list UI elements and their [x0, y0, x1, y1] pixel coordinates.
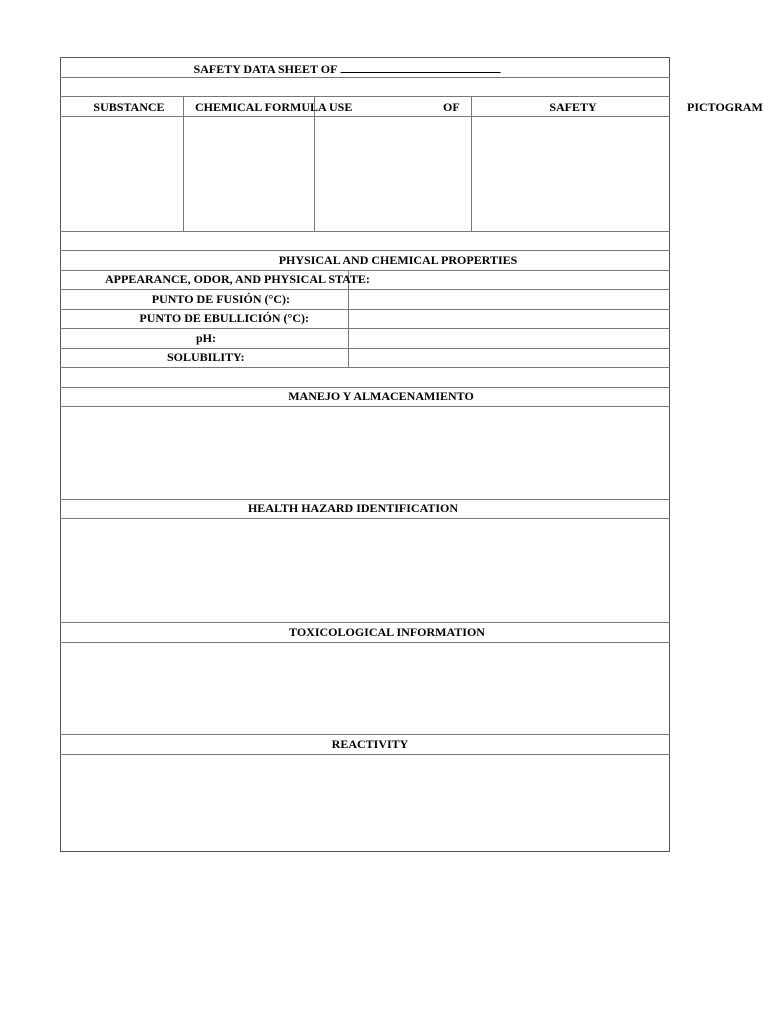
sheet-title [194, 61, 501, 76]
row-divider [60, 499, 670, 500]
appearance-label: APPEARANCE, ODOR, AND PHYSICAL STATE: [105, 272, 370, 286]
row-divider [60, 270, 670, 271]
ph-label: pH: [196, 331, 217, 345]
row-divider [60, 231, 670, 232]
chemical-formula-cell[interactable] [184, 117, 313, 230]
row-divider [60, 250, 670, 251]
solubility-field[interactable] [349, 349, 669, 366]
col-header-of: OF [443, 100, 460, 114]
health-section-title: HEALTH HAZARD IDENTIFICATION [247, 501, 459, 515]
ph-field[interactable] [349, 329, 669, 347]
substance-cell[interactable] [61, 117, 182, 230]
reactivity-text-area[interactable] [61, 755, 669, 850]
toxicological-text-area[interactable] [61, 643, 669, 733]
col-header-pictogram: PICTOGRAM [687, 100, 763, 114]
boiling-point-field[interactable] [349, 310, 669, 327]
boiling-point-label: PUNTO DE EBULLICIÓN (°C): [139, 311, 309, 325]
solubility-label: SOLUBILITY: [167, 350, 245, 364]
row-divider [60, 367, 670, 368]
melting-point-label: PUNTO DE FUSIÓN (°C): [151, 292, 290, 306]
row-divider [60, 96, 670, 97]
safety-cell[interactable] [472, 117, 669, 230]
col-header-safety: SAFETY [549, 100, 597, 114]
toxicological-section-title: TOXICOLOGICAL INFORMATION [289, 625, 485, 639]
properties-section-title: PHYSICAL AND CHEMICAL PROPERTIES [278, 253, 518, 267]
col-header-substance: SUBSTANCE [93, 100, 165, 114]
row-divider [60, 622, 670, 623]
substance-name-blank[interactable] [340, 61, 500, 73]
row-divider [60, 734, 670, 735]
reactivity-section-title: REACTIVITY [331, 737, 409, 751]
handling-section-title: MANEJO Y ALMACENAMIENTO [288, 389, 474, 403]
sheet-title-text: SAFETY DATA SHEET OF [193, 62, 338, 76]
melting-point-field[interactable] [349, 290, 669, 308]
use-cell[interactable] [315, 117, 470, 230]
health-text-area[interactable] [61, 519, 669, 621]
row-divider [60, 387, 670, 388]
handling-text-area[interactable] [61, 407, 669, 498]
col-header-chemical-formula-use: CHEMICAL FORMULA USE [195, 100, 353, 114]
row-divider [60, 77, 670, 78]
